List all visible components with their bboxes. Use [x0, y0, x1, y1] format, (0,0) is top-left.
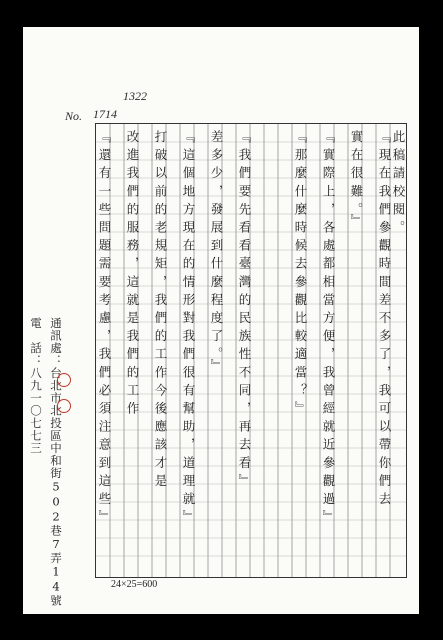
- manuscript-column: 『現在我們參觀時間差不多了，我可以帶你們去: [377, 130, 392, 511]
- address-label: 通訊處：台北市北投區中和街502巷7弄14號: [49, 317, 63, 607]
- manuscript-column: 改進我們的服務，這就是我們的工作: [125, 130, 140, 420]
- manuscript-column: 差多少，發展到什麼程度了。』: [209, 130, 224, 378]
- number-label: No.: [65, 109, 83, 123]
- manuscript-column: 『我們要先看看臺灣的民族性不同，再去看』: [237, 130, 252, 492]
- manuscript-column: 『這個地方現在的情形對我們很有幫助，道理就』: [181, 130, 196, 529]
- manuscript-column: 『還有一些問題需要考慮，我們必須注意到這些』: [97, 130, 112, 529]
- manuscript-grid: [95, 123, 407, 578]
- red-stamp-mark: [57, 399, 71, 413]
- number-upper: 1322: [123, 89, 147, 103]
- manuscript-column: 此稿請校閱。: [391, 130, 406, 239]
- number-lower: 1714: [93, 107, 117, 121]
- phone-label: 電 話：八九一〇七七三: [29, 317, 43, 455]
- grid-spec-label: 24×25=600: [111, 579, 158, 590]
- manuscript-column: 『那麼什麼時候去參觀比較適當？』: [293, 130, 308, 420]
- manuscript-column: 實在很難。』: [349, 130, 364, 233]
- red-stamp-mark: [57, 373, 71, 387]
- manuscript-column: 打破以前的老規矩，我們的工作今後應該才是: [153, 130, 168, 492]
- manuscript-page: [23, 27, 419, 614]
- manuscript-column: 『實際上，各處都相當方便，我曾經就近參觀過』: [321, 130, 336, 529]
